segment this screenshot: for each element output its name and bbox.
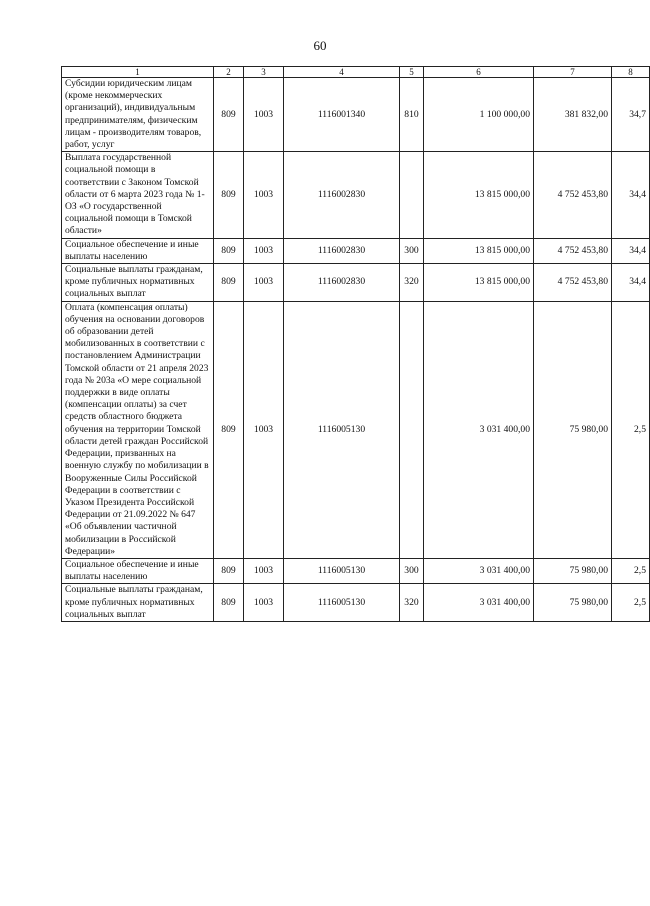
row-name: Выплата государственной социальной помощи в соответствии с Законом Томской области от 6 марта 2023 года № 1-ОЗ «О государственной социальной помощи в Томской области» [62, 152, 214, 238]
target-code: 1116005130 [284, 301, 400, 558]
column-header: 5 [400, 67, 424, 78]
row-name: Социальное обеспечение и иные выплаты населению [62, 238, 214, 263]
target-code: 1116002830 [284, 264, 400, 302]
type-code: 320 [400, 584, 424, 622]
section-code: 1003 [244, 558, 284, 583]
execution-percent: 2,5 [612, 558, 650, 583]
table-row [62, 558, 650, 583]
type-code: 320 [400, 264, 424, 302]
target-code: 1116002830 [284, 238, 400, 263]
column-header: 6 [424, 67, 534, 78]
executed-amount: 75 980,00 [534, 301, 612, 558]
table-header-row [62, 67, 650, 78]
column-header: 8 [612, 67, 650, 78]
planned-amount: 13 815 000,00 [424, 238, 534, 263]
table-row [62, 584, 650, 622]
executed-amount: 381 832,00 [534, 78, 612, 152]
executed-amount: 4 752 453,80 [534, 238, 612, 263]
section-code: 1003 [244, 238, 284, 263]
type-code: 300 [400, 238, 424, 263]
target-code: 1116005130 [284, 558, 400, 583]
type-code: 300 [400, 558, 424, 583]
ministry-code: 809 [214, 301, 244, 558]
table-row [62, 78, 650, 152]
planned-amount: 13 815 000,00 [424, 152, 534, 238]
ministry-code: 809 [214, 78, 244, 152]
table-row [62, 238, 650, 263]
execution-percent: 2,5 [612, 584, 650, 622]
column-header: 7 [534, 67, 612, 78]
column-header: 4 [284, 67, 400, 78]
executed-amount: 4 752 453,80 [534, 264, 612, 302]
execution-percent: 34,7 [612, 78, 650, 152]
planned-amount: 3 031 400,00 [424, 558, 534, 583]
section-code: 1003 [244, 264, 284, 302]
executed-amount: 75 980,00 [534, 584, 612, 622]
planned-amount: 1 100 000,00 [424, 78, 534, 152]
target-code: 1116005130 [284, 584, 400, 622]
execution-percent: 2,5 [612, 301, 650, 558]
column-header: 1 [62, 67, 214, 78]
section-code: 1003 [244, 152, 284, 238]
type-code: 810 [400, 78, 424, 152]
section-code: 1003 [244, 78, 284, 152]
executed-amount: 75 980,00 [534, 558, 612, 583]
section-code: 1003 [244, 301, 284, 558]
ministry-code: 809 [214, 238, 244, 263]
table-row [62, 152, 650, 238]
planned-amount: 3 031 400,00 [424, 584, 534, 622]
column-header: 3 [244, 67, 284, 78]
page-number: 60 [313, 38, 327, 53]
section-code: 1003 [244, 584, 284, 622]
target-code: 1116001340 [284, 78, 400, 152]
ministry-code: 809 [214, 558, 244, 583]
row-name: Социальные выплаты гражданам, кроме публичных нормативных социальных выплат [62, 584, 214, 622]
row-name: Социальные выплаты гражданам, кроме публичных нормативных социальных выплат [62, 264, 214, 302]
execution-percent: 34,4 [612, 264, 650, 302]
planned-amount: 13 815 000,00 [424, 264, 534, 302]
execution-percent: 34,4 [612, 152, 650, 238]
type-code [400, 152, 424, 238]
type-code [400, 301, 424, 558]
ministry-code: 809 [214, 584, 244, 622]
planned-amount: 3 031 400,00 [424, 301, 534, 558]
budget-table [61, 66, 650, 622]
target-code: 1116002830 [284, 152, 400, 238]
row-name: Субсидии юридическим лицам (кроме некоммерческих организаций), индивидуальным предпринимателям, физическим лицам - производителям товаров, работ, услуг [62, 78, 214, 152]
ministry-code: 809 [214, 264, 244, 302]
row-name: Оплата (компенсация оплаты) обучения на основании договоров об образовании детей мобилизованных в соответствии с постановлением Администрации Томской области от 21 апреля 2023 года № 203а «О мере социальной поддержки в виде оплаты (компенсации оплаты) за счет средств областного бюджета обучения на территории Томской области детей граждан Российской Федерации, призванных на военную службу по мобилизации в Вооруженные Силы Российской Федерации в соответствии с Указом Президента Российской Федерации от 21.09.2022 № 647 «Об объявлении частичной мобилизации в Российской Федерации» [62, 301, 214, 558]
ministry-code: 809 [214, 152, 244, 238]
column-header: 2 [214, 67, 244, 78]
row-name: Социальное обеспечение и иные выплаты населению [62, 558, 214, 583]
table-row [62, 301, 650, 558]
executed-amount: 4 752 453,80 [534, 152, 612, 238]
execution-percent: 34,4 [612, 238, 650, 263]
table-row [62, 264, 650, 302]
